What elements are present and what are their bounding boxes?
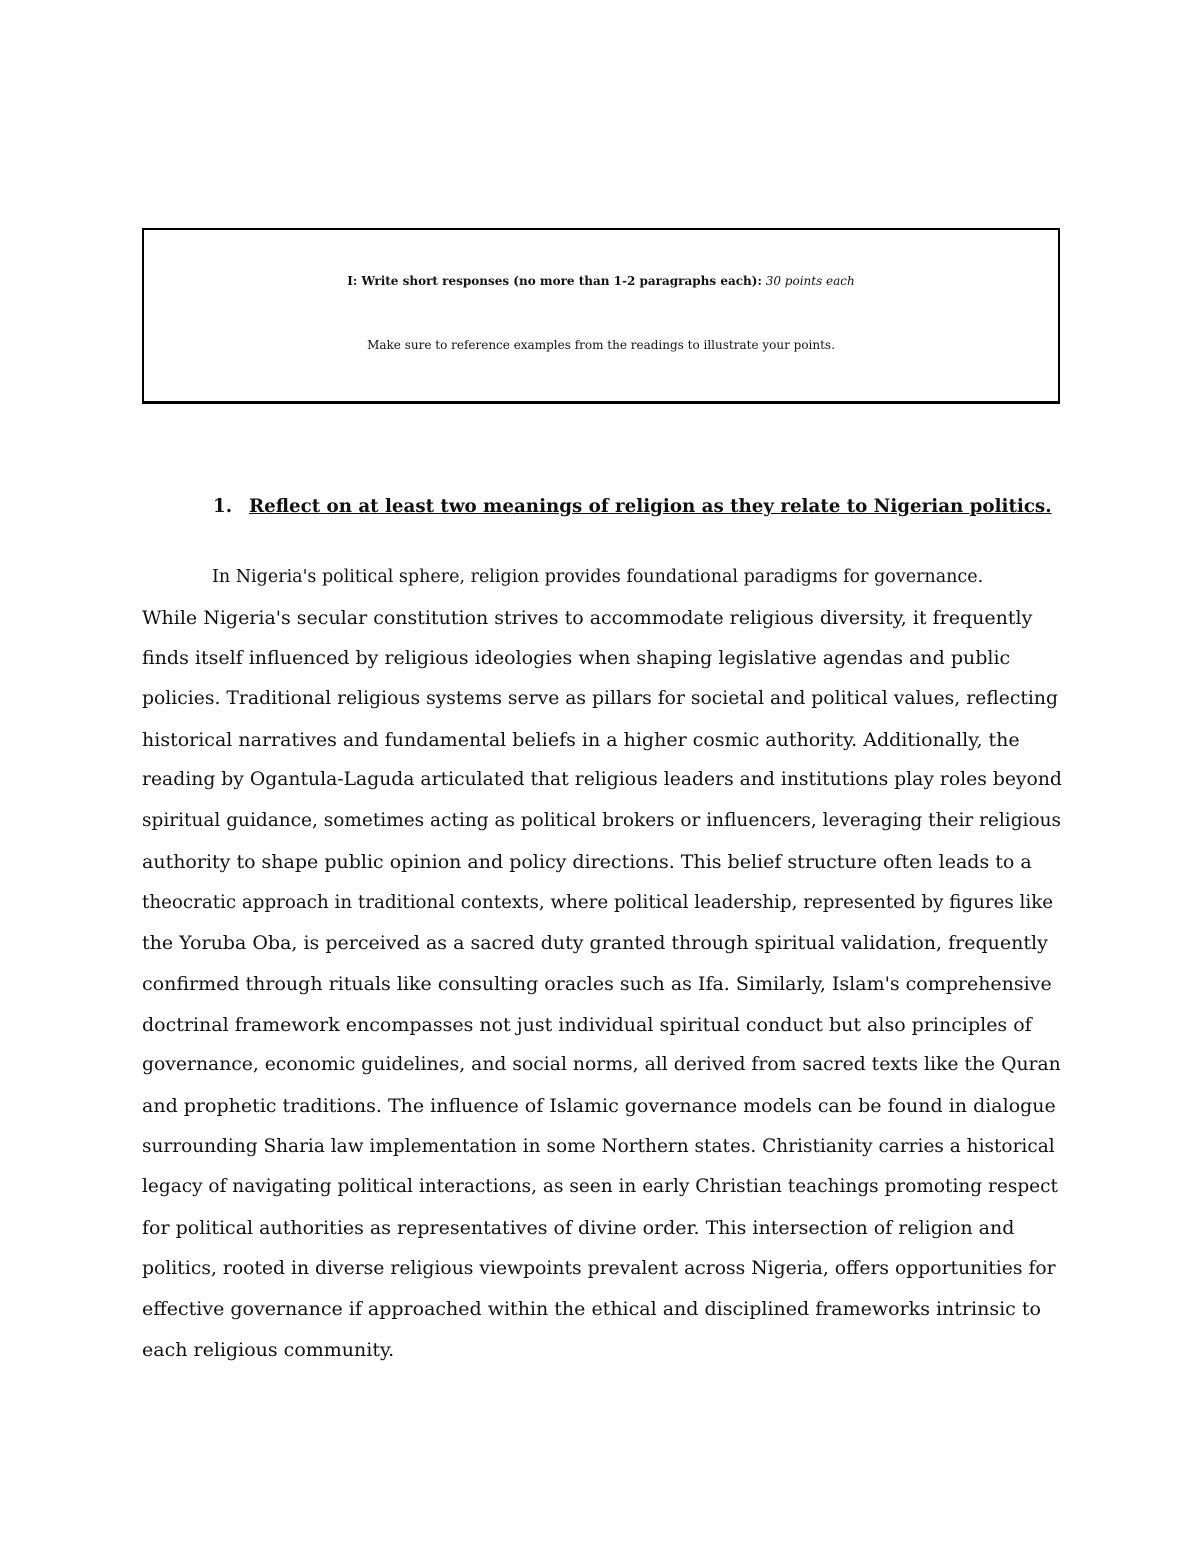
response-line: surrounding Sharia law implementation in some Northern states. Christianity carries a historical xyxy=(142,1135,1055,1157)
instruction-box xyxy=(142,228,1060,404)
response-line: While Nigeria's secular constitution strives to accommodate religious diversity, it frequently xyxy=(142,606,1033,629)
response-line: for political authorities as representatives of divine order. This intersection of religion and xyxy=(142,1217,1015,1239)
response-paragraph xyxy=(142,557,1062,1371)
response-line: and prophetic traditions. The influence of Islamic governance models can be found in dialogue xyxy=(142,1094,1056,1117)
response-line: politics, rooted in diverse religious viewpoints prevalent across Nigeria, offers opportunities for xyxy=(142,1257,1056,1279)
response-line: historical narratives and fundamental beliefs in a higher cosmic authority. Additionally, the xyxy=(142,728,1020,751)
response-line: legacy of navigating political interactions, as seen in early Christian teachings promoting respect xyxy=(142,1176,1058,1198)
question-heading xyxy=(213,494,1052,520)
response-line: governance, economic guidelines, and social norms, all derived from sacred texts like the Quran xyxy=(142,1054,1061,1076)
response-line: policies. Traditional religious systems serve as pillars for societal and political values, reflecting xyxy=(142,688,1058,710)
instruction-points: 30 points each xyxy=(765,274,855,288)
response-line: theocratic approach in traditional contexts, where political leadership, represented by figures like xyxy=(142,891,1054,913)
response-line: effective governance if approached within the ethical and disciplined frameworks intrinsic to xyxy=(142,1298,1041,1321)
question-text: Reflect on at least two meanings of religion as they relate to Nigerian politics. xyxy=(249,496,1052,517)
question-number: 1. xyxy=(213,496,233,517)
instruction-note: Make sure to reference examples from the readings to illustrate your points. xyxy=(367,338,835,352)
response-line: the Yoruba Oba, is perceived as a sacred duty granted through spiritual validation, frequently xyxy=(142,932,1048,955)
response-line: finds itself influenced by religious ideologies when shaping legislative agendas and public xyxy=(142,647,1011,670)
instruction-heading-bold: I: Write short responses (no more than 1-2 paragraphs each): xyxy=(347,274,762,288)
response-line: In Nigeria's political sphere, religion provides foundational paradigms for governance. xyxy=(212,567,984,587)
response-line: reading by Ogantula-Laguda articulated that religious leaders and institutions play roles beyond xyxy=(142,769,1062,791)
response-line: authority to shape public opinion and policy directions. This belief structure often leads to a xyxy=(142,850,1032,873)
response-line: confirmed through rituals like consulting oracles such as Ifa. Similarly, Islam's comprehensive xyxy=(142,972,1052,995)
response-line: spiritual guidance, sometimes acting as political brokers or influencers, leveraging their religious xyxy=(142,810,1062,832)
response-line: each religious community. xyxy=(142,1339,395,1362)
instruction-heading xyxy=(144,268,1058,294)
response-line: doctrinal framework encompasses not just individual spiritual conduct but also principles of xyxy=(142,1013,1032,1036)
